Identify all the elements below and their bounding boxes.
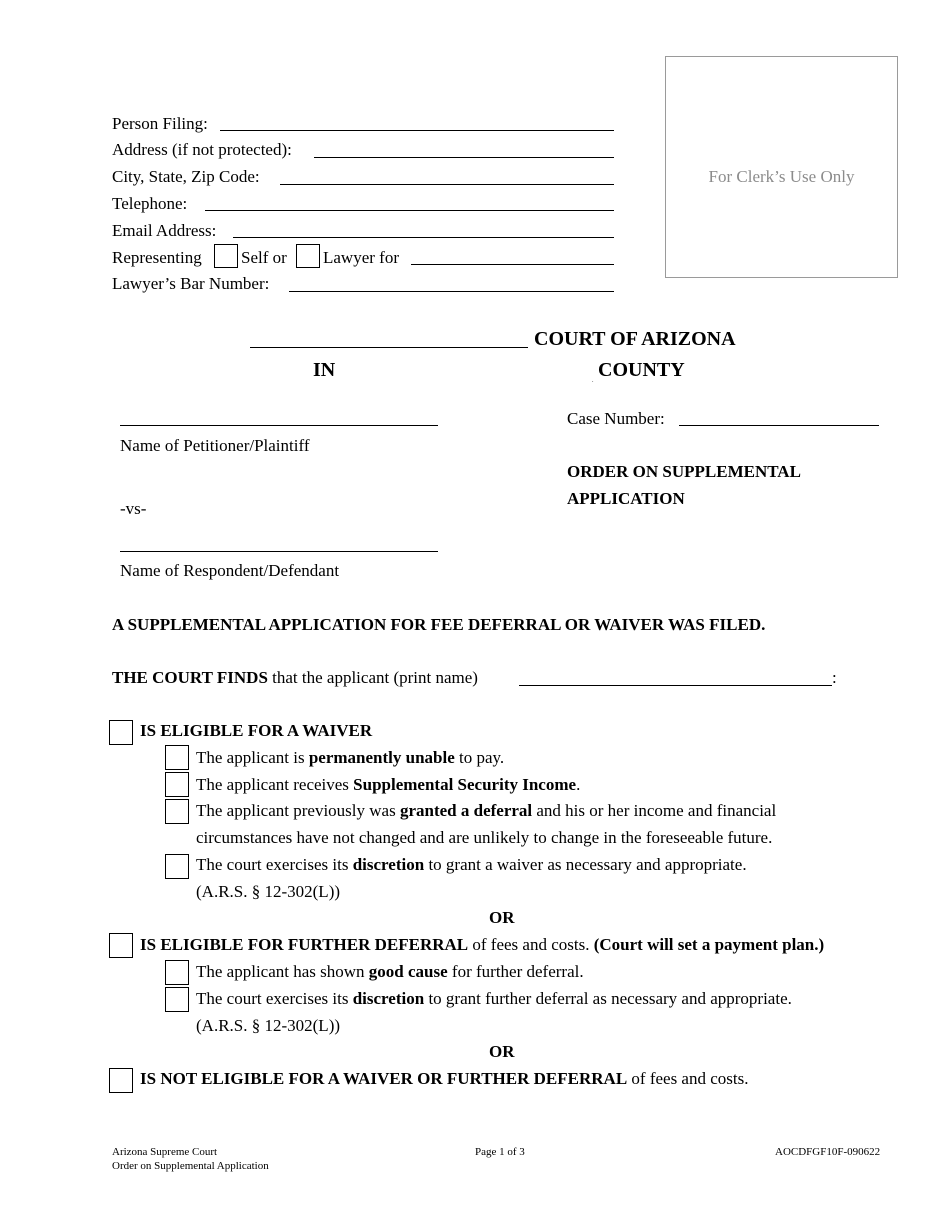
permanently-unable-text: The applicant is permanently unable to pay.	[196, 748, 505, 767]
city-state-zip-field[interactable]	[280, 184, 614, 185]
representing-lawyer-checkbox[interactable]	[296, 244, 320, 268]
representing-label: Representing	[112, 248, 202, 267]
bar-number-field[interactable]	[289, 291, 614, 292]
case-number-field[interactable]	[679, 425, 879, 426]
court-of-arizona-heading: COURT OF ARIZONA	[534, 328, 736, 350]
ssi-text: The applicant receives Supplemental Security Income.	[196, 775, 581, 794]
city-state-zip-label: City, State, Zip Code:	[112, 167, 260, 186]
applicant-name-field[interactable]	[519, 685, 832, 686]
in-label: IN	[313, 359, 336, 381]
deferral-discretion-text: The court exercises its discretion to grant further deferral as necessary and appropriate.	[196, 989, 792, 1008]
waiver-heading: IS ELIGIBLE FOR A WAIVER	[140, 721, 373, 740]
self-or-label: Self or	[241, 248, 287, 267]
or-separator-1: OR	[489, 908, 515, 927]
petitioner-label: Name of Petitioner/Plaintiff	[120, 436, 310, 455]
petitioner-name-field[interactable]	[120, 425, 438, 426]
footer-form-code: AOCDFGF10F-090622	[775, 1146, 881, 1158]
footer-page-number: Page 1 of 3	[475, 1146, 525, 1158]
representing-self-checkbox[interactable]	[214, 244, 238, 268]
not-eligible-line: IS NOT ELIGIBLE FOR A WAIVER OR FURTHER DEFERRAL of fees and costs.	[140, 1069, 749, 1088]
order-title-line-1: ORDER ON SUPPLEMENTAL	[567, 462, 801, 481]
clerk-use-label: For Clerk’s Use Only	[708, 167, 855, 186]
waiver-eligible-checkbox[interactable]	[109, 720, 133, 745]
county-name-field[interactable]: .	[592, 378, 594, 384]
lawyer-for-field[interactable]	[411, 264, 614, 265]
vs-label: -vs-	[120, 499, 147, 518]
not-eligible-heading: IS NOT ELIGIBLE FOR A WAIVER OR FURTHER DEFERRAL	[140, 1069, 628, 1088]
clerk-use-box	[665, 56, 898, 278]
waiver-discretion-checkbox[interactable]	[165, 854, 189, 879]
deferral-citation: (A.R.S. § 12-302(L))	[196, 1016, 341, 1035]
deferral-eligible-checkbox[interactable]	[109, 933, 133, 958]
court-name-field[interactable]	[250, 347, 528, 348]
address-field[interactable]	[314, 157, 614, 158]
applicant-name-colon: :	[832, 668, 837, 687]
county-label: COUNTY	[598, 359, 685, 381]
person-filing-label: Person Filing:	[112, 114, 208, 133]
good-cause-text: The applicant has shown good cause for further deferral.	[196, 962, 584, 981]
bar-number-label: Lawyer’s Bar Number:	[112, 274, 270, 293]
ssi-checkbox[interactable]	[165, 772, 189, 797]
court-finds-line	[112, 668, 478, 688]
filed-statement: A SUPPLEMENTAL APPLICATION FOR FEE DEFERRAL OR WAIVER WAS FILED.	[112, 615, 766, 634]
footer-court-name: Arizona Supreme Court	[112, 1146, 218, 1158]
court-finds-bold: THE COURT FINDS	[112, 668, 268, 687]
telephone-field[interactable]	[205, 210, 614, 211]
respondent-name-field[interactable]	[120, 551, 438, 552]
respondent-label: Name of Respondent/Defendant	[120, 561, 340, 580]
prior-deferral-text: The applicant previously was granted a deferral and his or her income and financial	[196, 801, 777, 820]
order-title-line-2: APPLICATION	[567, 489, 685, 508]
email-field[interactable]	[233, 237, 614, 238]
good-cause-checkbox[interactable]	[165, 960, 189, 985]
prior-deferral-checkbox[interactable]	[165, 799, 189, 824]
deferral-heading: IS ELIGIBLE FOR FURTHER DEFERRAL	[140, 935, 469, 954]
court-finds-text: that the applicant (print name)	[272, 668, 478, 687]
deferral-discretion-checkbox[interactable]	[165, 987, 189, 1012]
telephone-label: Telephone:	[112, 194, 188, 213]
lawyer-for-label: Lawyer for	[323, 248, 399, 267]
address-label: Address (if not protected):	[112, 140, 292, 159]
waiver-discretion-text: The court exercises its discretion to grant a waiver as necessary and appropriate.	[196, 855, 747, 874]
payment-plan-note: (Court will set a payment plan.)	[593, 935, 825, 954]
footer-form-name: Order on Supplemental Application	[112, 1160, 269, 1172]
waiver-citation: (A.R.S. § 12-302(L))	[196, 882, 341, 901]
email-label: Email Address:	[112, 221, 217, 240]
not-eligible-checkbox[interactable]	[109, 1068, 133, 1093]
person-filing-field[interactable]	[220, 130, 614, 131]
prior-deferral-text-line-2: circumstances have not changed and are unlikely to change in the foreseeable future.	[196, 828, 773, 847]
or-separator-2: OR	[489, 1042, 515, 1061]
deferral-heading-line: IS ELIGIBLE FOR FURTHER DEFERRAL of fees and costs. (Court will set a payment plan.)	[140, 935, 825, 954]
permanently-unable-checkbox[interactable]	[165, 745, 189, 770]
case-number-label: Case Number:	[567, 409, 665, 428]
